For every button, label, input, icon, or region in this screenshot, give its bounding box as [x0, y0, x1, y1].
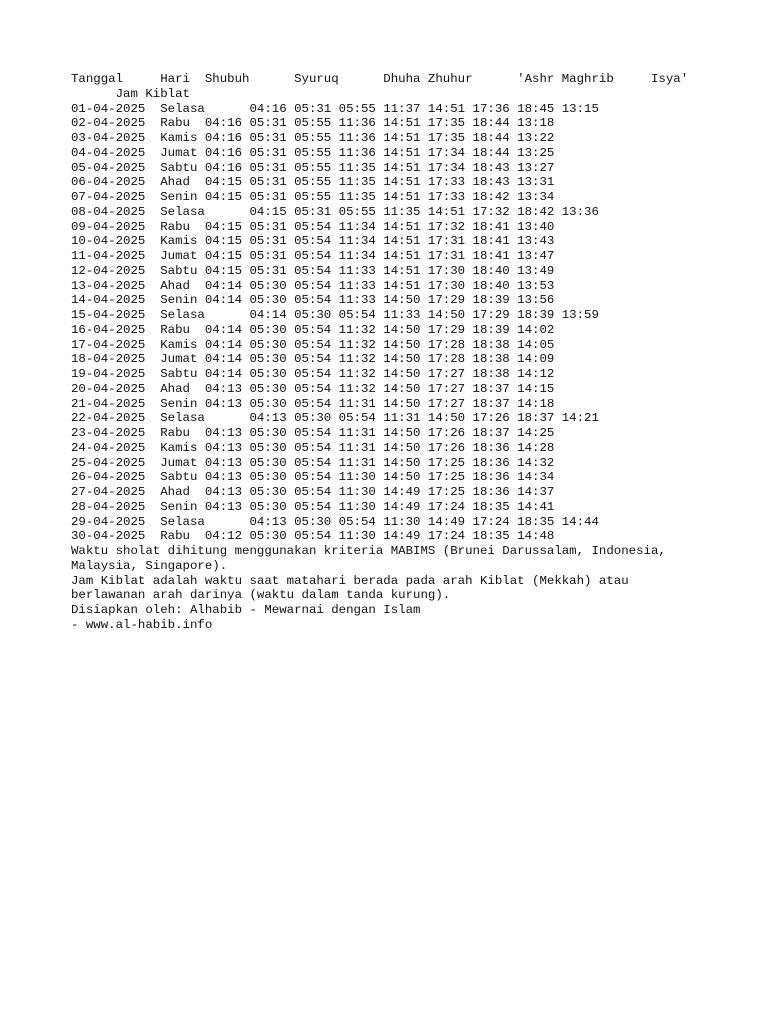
footer-notes: [71, 544, 711, 633]
kiblat-note-line-2: berlawanan arah darinya (waktu dalam tanda kurung).: [71, 588, 451, 603]
schedule-rows: [71, 102, 711, 545]
table-row: 21-04-2025 Senin 04:13 05:30 05:54 11:31 14:50 17:27 18:37 14:18: [71, 396, 555, 411]
table-row: 15-04-2025 Selasa 04:14 05:30 05:54 11:33 14:50 17:29 18:39 13:59: [71, 308, 599, 322]
header-kiblat-line: Jam Kiblat: [71, 86, 190, 101]
criteria-note-line-2: Malaysia, Singapore).: [71, 558, 228, 573]
table-row: 10-04-2025 Kamis 04:15 05:31 05:54 11:34 14:51 17:31 18:41 13:43: [71, 234, 555, 249]
table-row: 12-04-2025 Sabtu 04:15 05:31 05:54 11:33 14:51 17:30 18:40 13:49: [71, 263, 555, 278]
table-row: 05-04-2025 Sabtu 04:16 05:31 05:55 11:35 14:51 17:34 18:43 13:27: [71, 160, 555, 175]
table-row: 11-04-2025 Jumat 04:15 05:31 05:54 11:34 14:51 17:31 18:41 13:47: [71, 249, 555, 263]
table-row: 07-04-2025 Senin 04:15 05:31 05:55 11:35 14:51 17:33 18:42 13:34: [71, 190, 555, 204]
table-row: 17-04-2025 Kamis 04:14 05:30 05:54 11:32 14:50 17:28 18:38 14:05: [71, 337, 555, 352]
table-row: 26-04-2025 Sabtu 04:13 05:30 05:54 11:30 14:50 17:25 18:36 14:34: [71, 470, 555, 485]
table-row: 22-04-2025 Selasa 04:13 05:30 05:54 11:31 14:50 17:26 18:37 14:21: [71, 411, 599, 426]
table-row: 14-04-2025 Senin 04:14 05:30 05:54 11:33 14:50 17:29 18:39 13:56: [71, 293, 555, 308]
prayer-schedule-document: [71, 72, 711, 633]
table-row: 08-04-2025 Selasa 04:15 05:31 05:55 11:35 14:51 17:32 18:42 13:36: [71, 204, 599, 219]
table-row: 13-04-2025 Ahad 04:14 05:30 05:54 11:33 14:51 17:30 18:40 13:53: [71, 278, 555, 293]
kiblat-note-line-1: Jam Kiblat adalah waktu saat matahari berada pada arah Kiblat (Mekkah) atau: [71, 573, 629, 588]
table-row: 03-04-2025 Kamis 04:16 05:31 05:55 11:36 14:51 17:35 18:44 13:22: [71, 131, 555, 145]
table-row: 18-04-2025 Jumat 04:14 05:30 05:54 11:32 14:50 17:28 18:38 14:09: [71, 352, 555, 367]
header-columns-line: Tanggal Hari Shubuh Syuruq Dhuha Zhuhur 'Ashr Maghrib Isya': [71, 72, 689, 86]
table-row: 29-04-2025 Selasa 04:13 05:30 05:54 11:30 14:49 17:24 18:35 14:44: [71, 514, 599, 529]
table-row: 01-04-2025 Selasa 04:16 05:31 05:55 11:37 14:51 17:36 18:45 13:15: [71, 101, 599, 116]
criteria-note-line-1: Waktu sholat dihitung menggunakan kriteria MABIMS (Brunei Darussalam, Indonesia,: [71, 544, 666, 558]
table-row: 09-04-2025 Rabu 04:15 05:31 05:54 11:34 14:51 17:32 18:41 13:40: [71, 219, 555, 234]
table-row: 20-04-2025 Ahad 04:13 05:30 05:54 11:32 14:50 17:27 18:37 14:15: [71, 381, 555, 396]
table-row: 28-04-2025 Senin 04:13 05:30 05:54 11:30 14:49 17:24 18:35 14:41: [71, 499, 555, 514]
table-row: 25-04-2025 Jumat 04:13 05:30 05:54 11:31 14:50 17:25 18:36 14:32: [71, 455, 555, 470]
table-row: 24-04-2025 Kamis 04:13 05:30 05:54 11:31 14:50 17:26 18:36 14:28: [71, 440, 555, 455]
table-row: 06-04-2025 Ahad 04:15 05:31 05:55 11:35 14:51 17:33 18:43 13:31: [71, 175, 555, 190]
table-row: 27-04-2025 Ahad 04:13 05:30 05:54 11:30 14:49 17:25 18:36 14:37: [71, 485, 555, 499]
table-row: 30-04-2025 Rabu 04:12 05:30 05:54 11:30 14:49 17:24 18:35 14:48: [71, 529, 555, 544]
table-row: 16-04-2025 Rabu 04:14 05:30 05:54 11:32 14:50 17:29 18:39 14:02: [71, 322, 555, 337]
table-row: 19-04-2025 Sabtu 04:14 05:30 05:54 11:32 14:50 17:27 18:38 14:12: [71, 367, 555, 381]
website-link[interactable]: - www.al-habib.info: [71, 617, 213, 632]
table-header: [71, 72, 711, 102]
table-row: 02-04-2025 Rabu 04:16 05:31 05:55 11:36 14:51 17:35 18:44 13:18: [71, 116, 555, 131]
table-row: 23-04-2025 Rabu 04:13 05:30 05:54 11:31 14:50 17:26 18:37 14:25: [71, 426, 555, 440]
prepared-by-line: Disiapkan oleh: Alhabib - Mewarnai dengan Islam: [71, 603, 421, 617]
table-row: 04-04-2025 Jumat 04:16 05:31 05:55 11:36 14:51 17:34 18:44 13:25: [71, 145, 555, 160]
